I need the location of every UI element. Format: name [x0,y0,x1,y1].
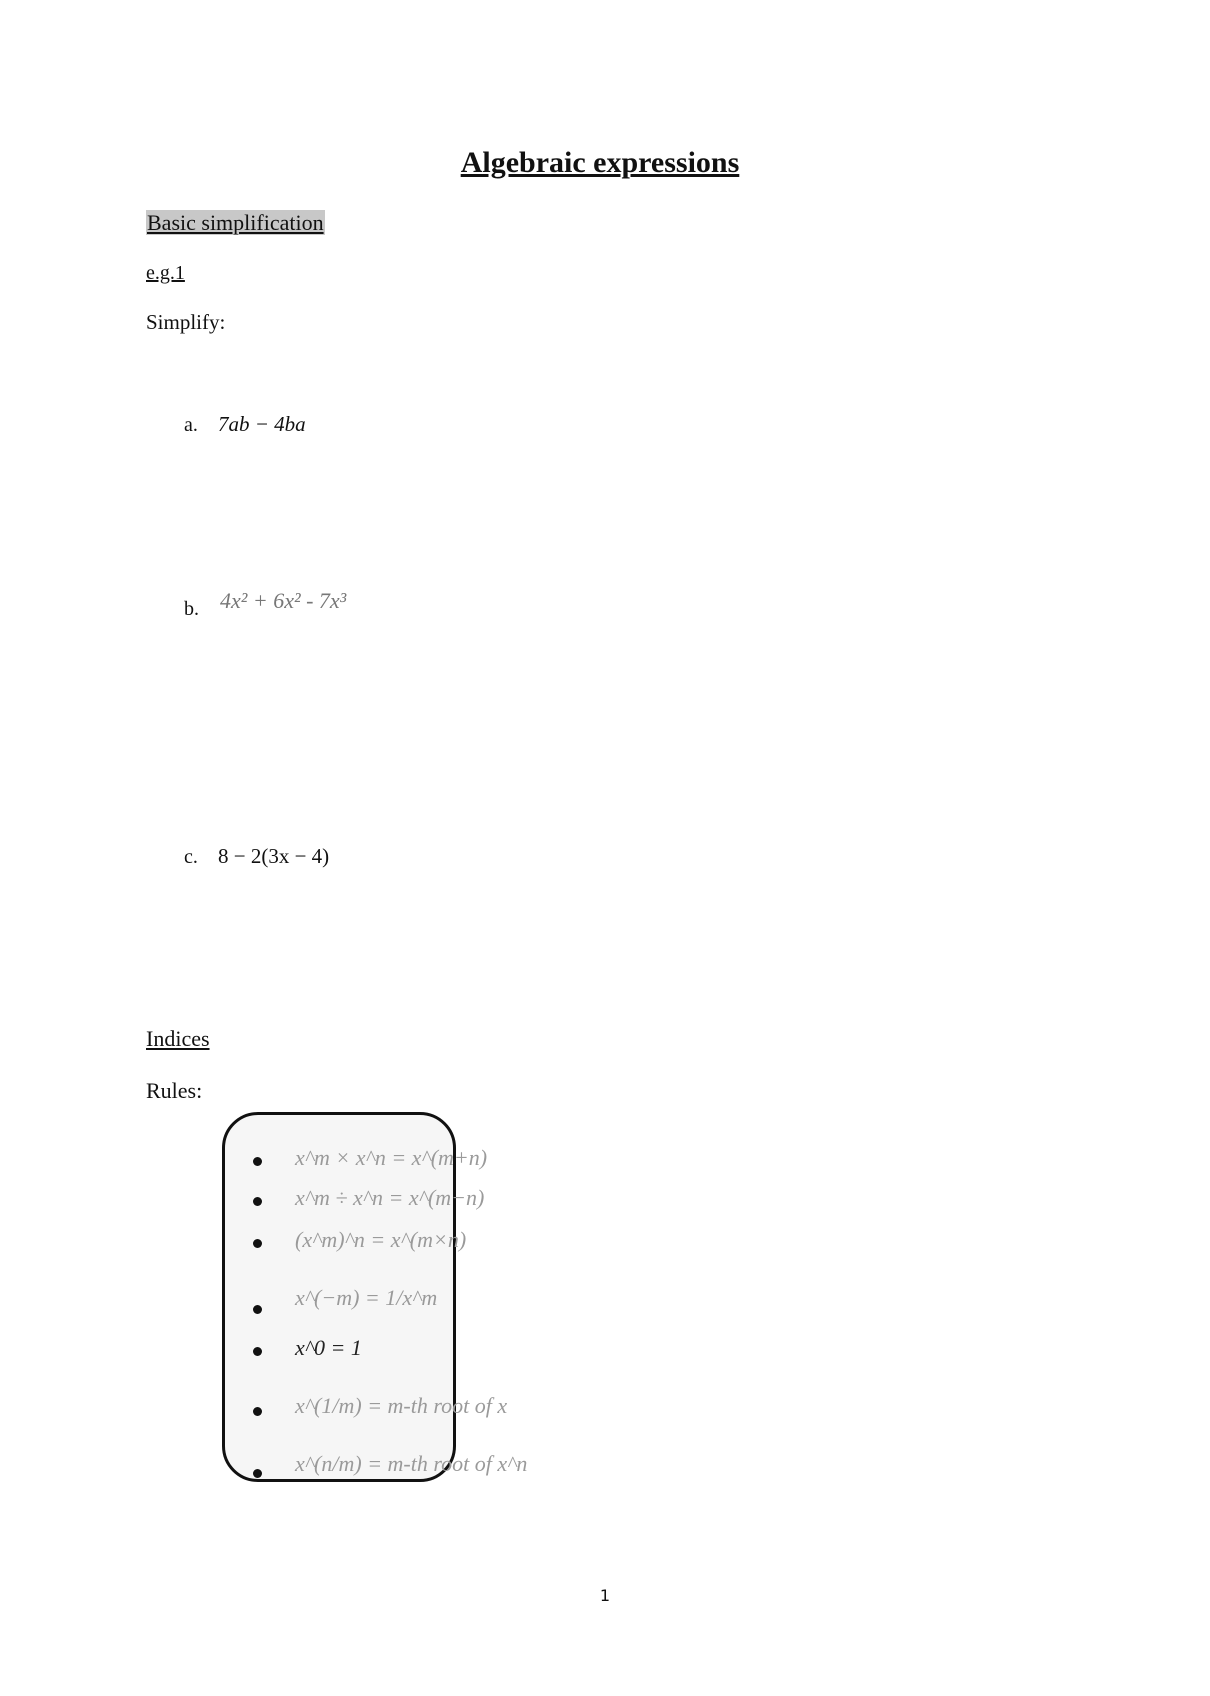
rule-expression: x^(1/m) = m-th root of x [295,1393,508,1418]
rule-expression: x^0 = 1 [295,1335,362,1360]
rule-expression: (x^m)^n = x^(m×n) [295,1227,467,1252]
rule-expression: x^(−m) = 1/x^m [295,1285,438,1310]
heading-highlight: Basic simplification [147,210,324,235]
expression-c: 8 − 2(3x − 4) [218,844,330,868]
item-label-c: c. [184,846,198,868]
bullet-icon [253,1197,262,1206]
page-number: 1 [599,1586,611,1605]
rules-box [222,1112,528,1482]
instruction-text: Simplify: [146,310,226,334]
bullet-icon [253,1239,262,1248]
rule-expression: x^m × x^n = x^(m+n) [295,1145,488,1170]
rule-expression: x^(n/m) = m-th root of x^n [295,1451,528,1476]
section-heading-basic-simplification [146,210,325,236]
bullet-icon [253,1469,262,1478]
section-heading-indices: Indices [146,1026,210,1051]
item-label-a: a. [184,414,198,436]
item-label-b: b. [184,598,199,620]
bullet-icon [253,1347,262,1356]
rules-label: Rules: [146,1078,203,1103]
rule-expression: x^m ÷ x^n = x^(m−n) [295,1185,485,1210]
page-title: Algebraic expressions [460,146,740,179]
bullet-icon [253,1407,262,1416]
expression-b: 4x² + 6x² - 7x³ [220,588,347,613]
bullet-icon [253,1305,262,1314]
example-label: e.g.1 [146,262,185,284]
bullet-icon [253,1157,262,1166]
expression-a: 7ab − 4ba [218,412,306,436]
